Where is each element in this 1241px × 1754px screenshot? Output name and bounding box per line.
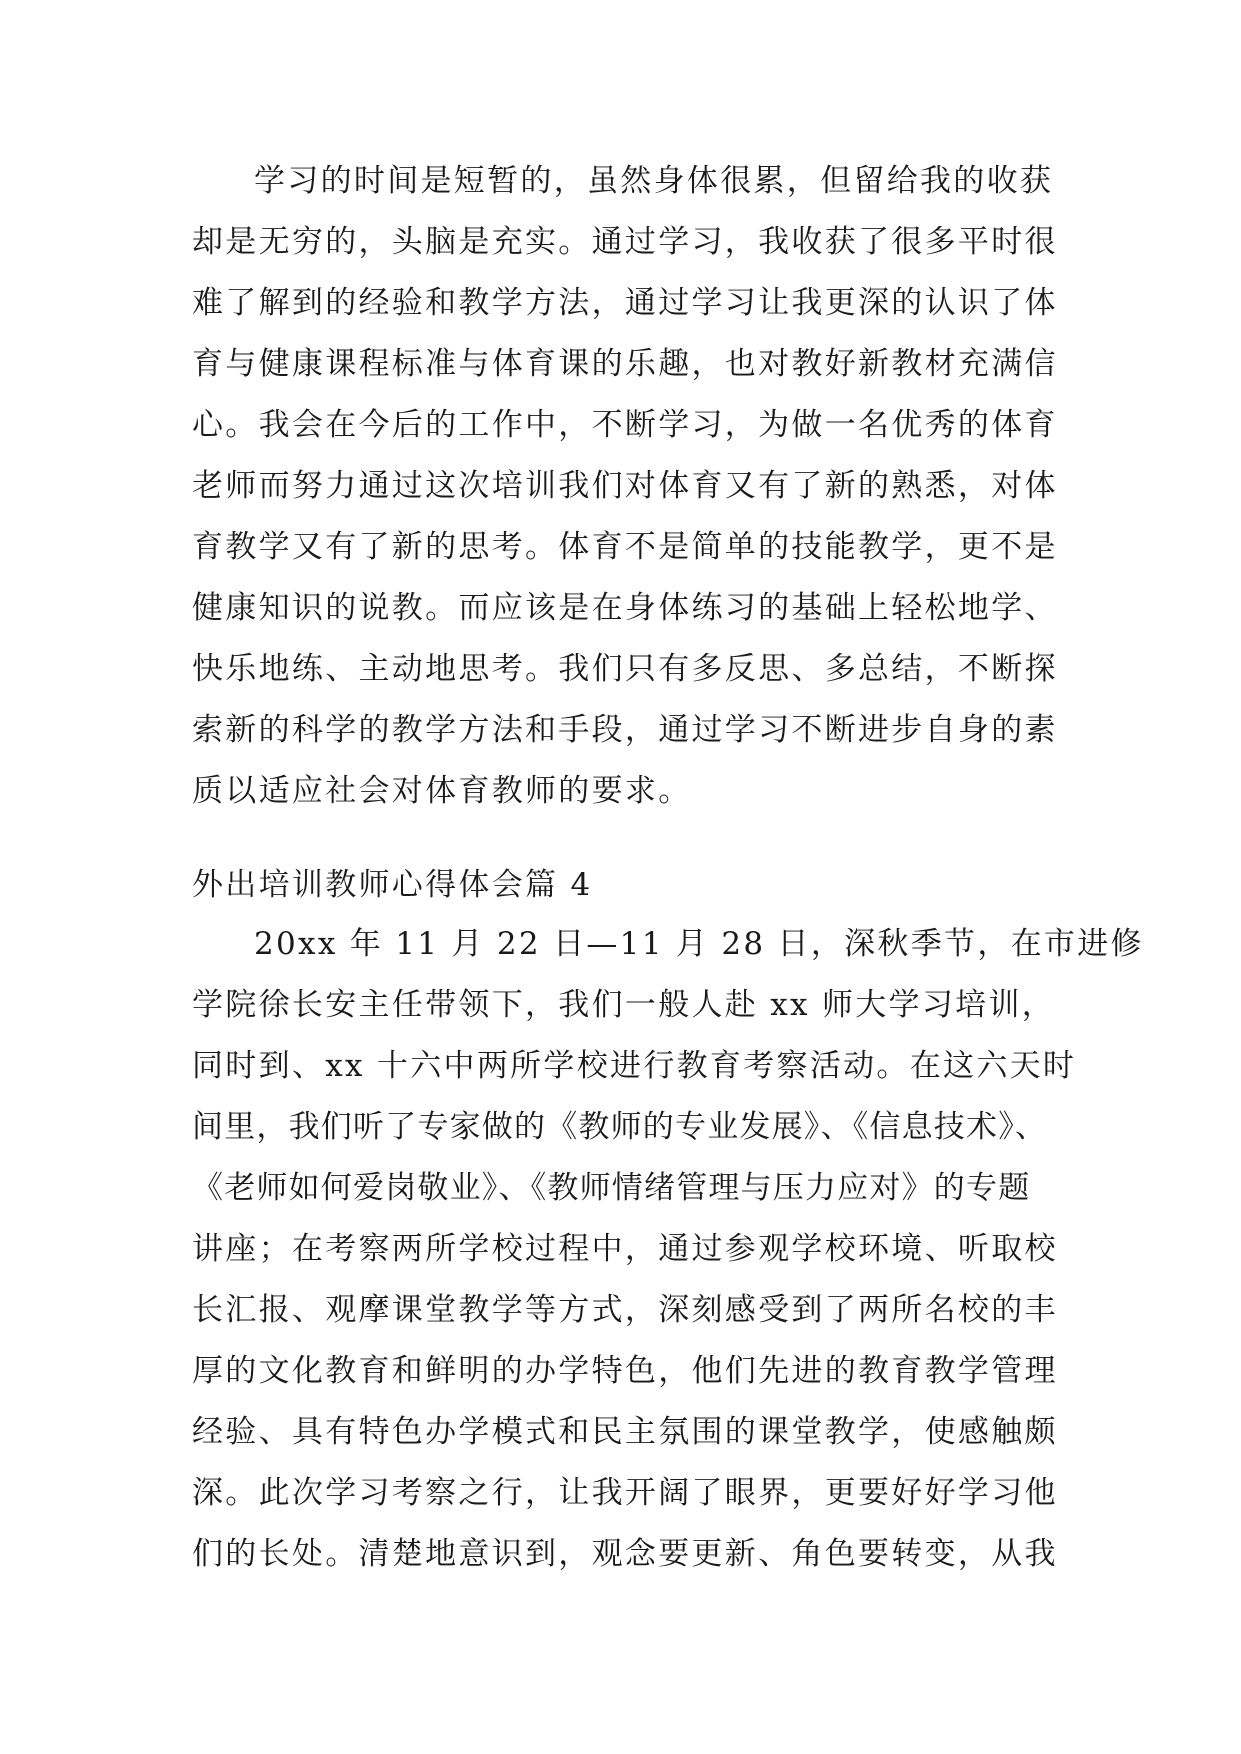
paragraph-line: 20xx 年 11 月 22 日—11 月 28 日，深秋季节，在市进修 <box>254 926 1144 962</box>
paragraph-line: 索新的科学的教学方法和手段，通过学习不断进步自身的素 <box>192 712 1058 748</box>
paragraph-line: 长汇报、观摩课堂教学等方式，深刻感受到了两所名校的丰 <box>192 1292 1058 1328</box>
paragraph-line: 同时到、xx 十六中两所学校进行教育考察活动。在这六天时 <box>192 1048 1077 1084</box>
paragraph-line: 心。我会在今后的工作中，不断学习，为做一名优秀的体育 <box>192 407 1058 443</box>
paragraph-line: 快乐地练、主动地思考。我们只有多反思、多总结，不断探 <box>192 651 1058 687</box>
paragraph-line: 厚的文化教育和鲜明的办学特色，他们先进的教育教学管理 <box>192 1353 1058 1389</box>
paragraph-line: 质以适应社会对体育教师的要求。 <box>192 773 692 809</box>
paragraph-line: 《老师如何爱岗敬业》、《教师情绪管理与压力应对》的专题 <box>192 1170 1031 1206</box>
paragraph-line: 经验、具有特色办学模式和民主氛围的课堂教学，使感触颇 <box>192 1414 1058 1450</box>
section-heading: 外出培训教师心得体会篇 4 <box>192 867 593 903</box>
paragraph-line: 却是无穷的，头脑是充实。通过学习，我收获了很多平时很 <box>192 224 1058 260</box>
paragraph-line: 间里，我们听了专家做的《教师的专业发展》、《信息技术》、 <box>192 1109 1048 1145</box>
paragraph-line: 学院徐长安主任带领下，我们一般人赴 xx 师大学习培训， <box>192 987 1056 1023</box>
paragraph-line: 讲座；在考察两所学校过程中，通过参观学校环境、听取校 <box>192 1231 1058 1267</box>
paragraph-line: 育教学又有了新的思考。体育不是简单的技能教学，更不是 <box>192 529 1058 565</box>
paragraph-line: 老师而努力通过这次培训我们对体育又有了新的熟悉，对体 <box>192 468 1058 504</box>
paragraph-line: 难了解到的经验和教学方法，通过学习让我更深的认识了体 <box>192 285 1058 321</box>
paragraph-line: 健康知识的说教。而应该是在身体练习的基础上轻松地学、 <box>192 590 1058 626</box>
paragraph-line: 学习的时间是短暂的，虽然身体很累，但留给我的收获 <box>254 163 1054 199</box>
paragraph-line: 深。此次学习考察之行，让我开阔了眼界，更要好好学习他 <box>192 1475 1058 1511</box>
paragraph-line: 们的长处。清楚地意识到，观念要更新、角色要转变，从我 <box>192 1536 1058 1572</box>
paragraph-line: 育与健康课程标准与体育课的乐趣，也对教好新教材充满信 <box>192 346 1058 382</box>
